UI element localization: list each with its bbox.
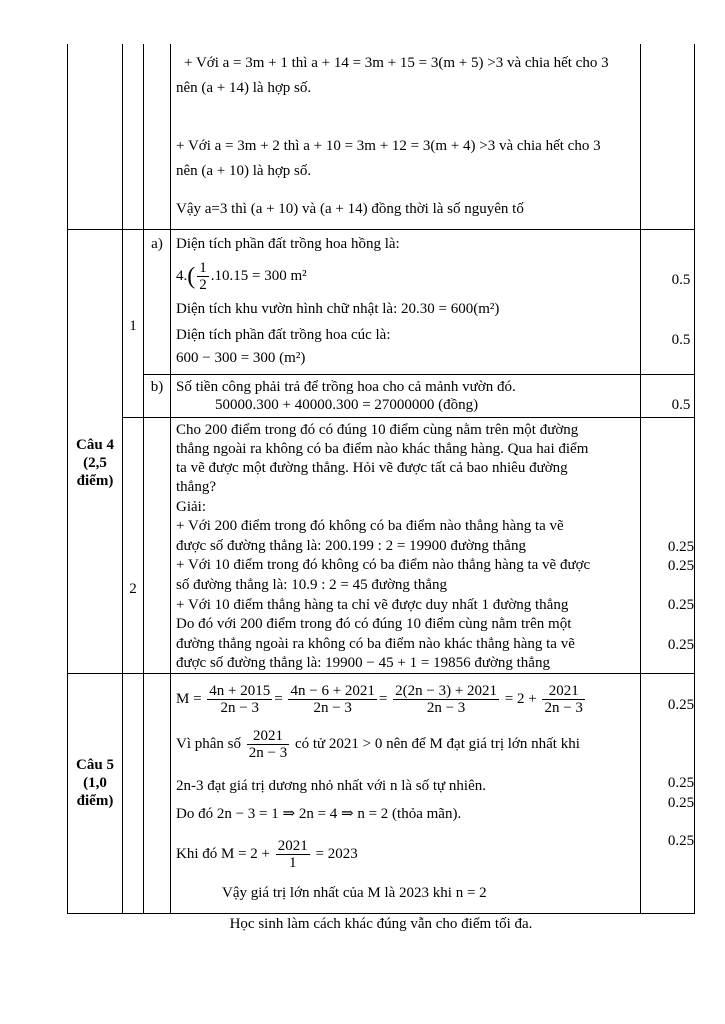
cau4-part2-number: 2	[129, 581, 137, 597]
cau4-p2-line6: + Với 200 điểm trong đó không có ba điểm nào thẳng hàng ta vẽ	[176, 518, 564, 534]
cau5-eq-fraction-1: $\frac{4n + 2015}{2n - 3}$	[209, 683, 271, 717]
cau4-p2-line3: ta vẽ được một đường thẳng. Hỏi vẽ được tất cả bao nhiêu đường	[176, 460, 568, 476]
row-divider-part-2	[122, 417, 695, 418]
cau4-b-line2: 50000.300 + 40000.300 = 27000000 (đồng)	[215, 397, 479, 413]
cau4-p2-score-3: 0.25	[667, 597, 695, 613]
cau4-p2-line4: thẳng?	[176, 479, 216, 495]
cau4-a-formula-left: 4.	[176, 268, 188, 284]
cau5-eq-fraction-2: $\frac{4n - 6 + 2021}{2n - 3}$	[290, 683, 375, 717]
cau5-score-4: 0.25	[667, 833, 695, 849]
cau5-l2-fraction: $\frac{2021}{2n - 3}$	[248, 728, 288, 762]
cau3-conclusion: Vậy a=3 thì (a + 10) và (a + 14) đồng thời là số nguyên tố	[176, 201, 524, 217]
cau4-b-score: 0.5	[671, 397, 691, 413]
cau3-line4: nên (a + 10) là hợp số.	[176, 163, 312, 179]
cau4-label-3: điểm)	[76, 473, 114, 489]
cau5-l2-prefix: Vì phân số	[176, 736, 241, 752]
footer-note: Học sinh làm cách khác đúng vẫn cho điểm tối đa.	[229, 916, 533, 932]
cau3-line3: + Với a = 3m + 2 thì a + 10 = 3m + 12 = 3(m + 4) >3 và chia hết cho 3	[176, 138, 601, 154]
cau4-p2-line12: đường thẳng ngoài ra không có ba điểm nào khác thẳng hàng ta vẽ	[176, 636, 575, 652]
cau4-p2-line5: Giải:	[176, 499, 206, 515]
cau5-line5	[176, 834, 358, 874]
cau4-p2-score-2: 0.25	[667, 558, 695, 574]
cau4-p2-line1: Cho 200 điểm trong đó có đúng 10 điểm cùng nằm trên một đường	[176, 422, 579, 438]
cau4-label-2: (2,5	[83, 455, 107, 471]
cau5-conclusion: Vậy giá trị lớn nhất của M là 2023 khi n = 2	[222, 885, 487, 901]
cau5-line2	[176, 724, 580, 764]
cau4-part-a-label: a)	[151, 236, 163, 252]
cau4-a-fraction: $\frac{1}{2}$	[199, 260, 207, 294]
cau5-equation-1: M = $\frac{4n + 2015}{2n - 3}$ = $\frac{4n - 6 + 2021}{2n - 3}$ = $\frac{2(2n - 3) + 2021}{2n - 3}$ = 2 + $\frac{2021}{2n - 3}$	[176, 683, 583, 717]
cau5-label-1: Câu 5	[76, 757, 114, 773]
cau4-b-line1: Số tiền công phải trả để trồng hoa cho cả mảnh vườn đó.	[176, 379, 516, 395]
cau5-eq-m: M =	[176, 691, 202, 707]
cau4-p2-line2: thẳng ngoài ra không có ba điểm nào khác thẳng hàng. Qua hai điểm	[176, 441, 589, 457]
cau4-p2-score-1: 0.25	[667, 539, 695, 555]
cau4-a-formula-right: .10.15 = 300 m²	[210, 268, 307, 284]
cau3-line1: + Với a = 3m + 1 thì a + 14 = 3m + 15 = 3(m + 5) >3 và chia hết cho 3	[184, 55, 609, 71]
cau4-p2-line11: Do đó với 200 điểm trong đó có đúng 10 điểm cùng nằm trên một	[176, 616, 572, 632]
cau4-part1-number: 1	[129, 318, 137, 334]
cau4-p2-line9: số đường thẳng là: 10.9 : 2 = 45 đường thẳng	[176, 577, 447, 593]
cau5-score-1: 0.25	[667, 697, 695, 713]
cau4-a-line3: Diện tích khu vườn hình chữ nhật là: 20.30 = 600(m²)	[176, 301, 500, 317]
cau5-eq-mid: = 2 +	[504, 691, 537, 707]
cau4-a-score-2: 0.5	[671, 332, 691, 348]
row-divider-cau5-top	[67, 673, 695, 674]
cau5-l5-suffix: = 2023	[315, 846, 358, 862]
cau5-l5-prefix: Khi đó M = 2 +	[176, 846, 271, 862]
table-border-bottom	[67, 913, 695, 914]
cau4-a-line1: Diện tích phần đất trồng hoa hồng là:	[176, 236, 400, 252]
cau5-label-2: (1,0	[83, 775, 107, 791]
cau5-label-3: điểm)	[76, 793, 114, 809]
cau4-label-1: Câu 4	[76, 437, 114, 453]
cau4-p2-line10: + Với 10 điểm thẳng hàng ta chỉ vẽ được duy nhất 1 đường thẳng	[176, 597, 569, 613]
table-col-divider-2	[143, 44, 144, 914]
cau5-l5-fraction: $\frac{2021}{1}$	[277, 838, 308, 872]
row-divider-part-b	[143, 374, 695, 375]
cau4-part-b-label: b)	[150, 379, 164, 395]
cau4-a-formula: 4.( $\frac{1}{2}$ .10.15 = 300 m²	[176, 260, 307, 294]
cau5-score-3: 0.25	[667, 795, 695, 811]
table-col-divider-1	[122, 44, 123, 914]
cau5-line4: Do đó 2n − 3 = 1 ⇒ 2n = 4 ⇒ n = 2 (thỏa mãn).	[176, 806, 462, 822]
cau4-p2-line8: + Với 10 điểm trong đó không có ba điểm nào thẳng hàng ta vẽ được	[176, 557, 591, 573]
table-col-divider-3	[170, 44, 171, 914]
cau4-p2-score-4: 0.25	[667, 637, 695, 653]
cau3-line2: nên (a + 14) là hợp số.	[176, 80, 312, 96]
cau5-eq-fraction-3: $\frac{2(2n - 3) + 2021}{2n - 3}$	[395, 683, 498, 717]
cau4-a-line4: Diện tích phần đất trồng hoa cúc là:	[176, 327, 391, 343]
row-divider-cau4-top	[67, 229, 695, 230]
cau4-a-line5: 600 − 300 = 300 (m²)	[176, 350, 306, 366]
cau4-a-score-1: 0.5	[671, 272, 691, 288]
cau5-score-2: 0.25	[667, 775, 695, 791]
cau4-p2-line13: được số đường thẳng là: 19900 − 45 + 1 = 19856 đường thẳng	[176, 655, 550, 671]
cau4-p2-line7: được số đường thẳng là: 200.199 : 2 = 19900 đường thẳng	[176, 538, 526, 554]
cau5-line3: 2n-3 đạt giá trị dương nhỏ nhất với n là số tự nhiên.	[176, 778, 486, 794]
cau5-l2-suffix: có tử 2021 > 0 nên để M đạt giá trị lớn nhất khi	[294, 736, 580, 752]
cau5-eq-fraction-4: $\frac{2021}{2n - 3}$	[544, 683, 583, 717]
